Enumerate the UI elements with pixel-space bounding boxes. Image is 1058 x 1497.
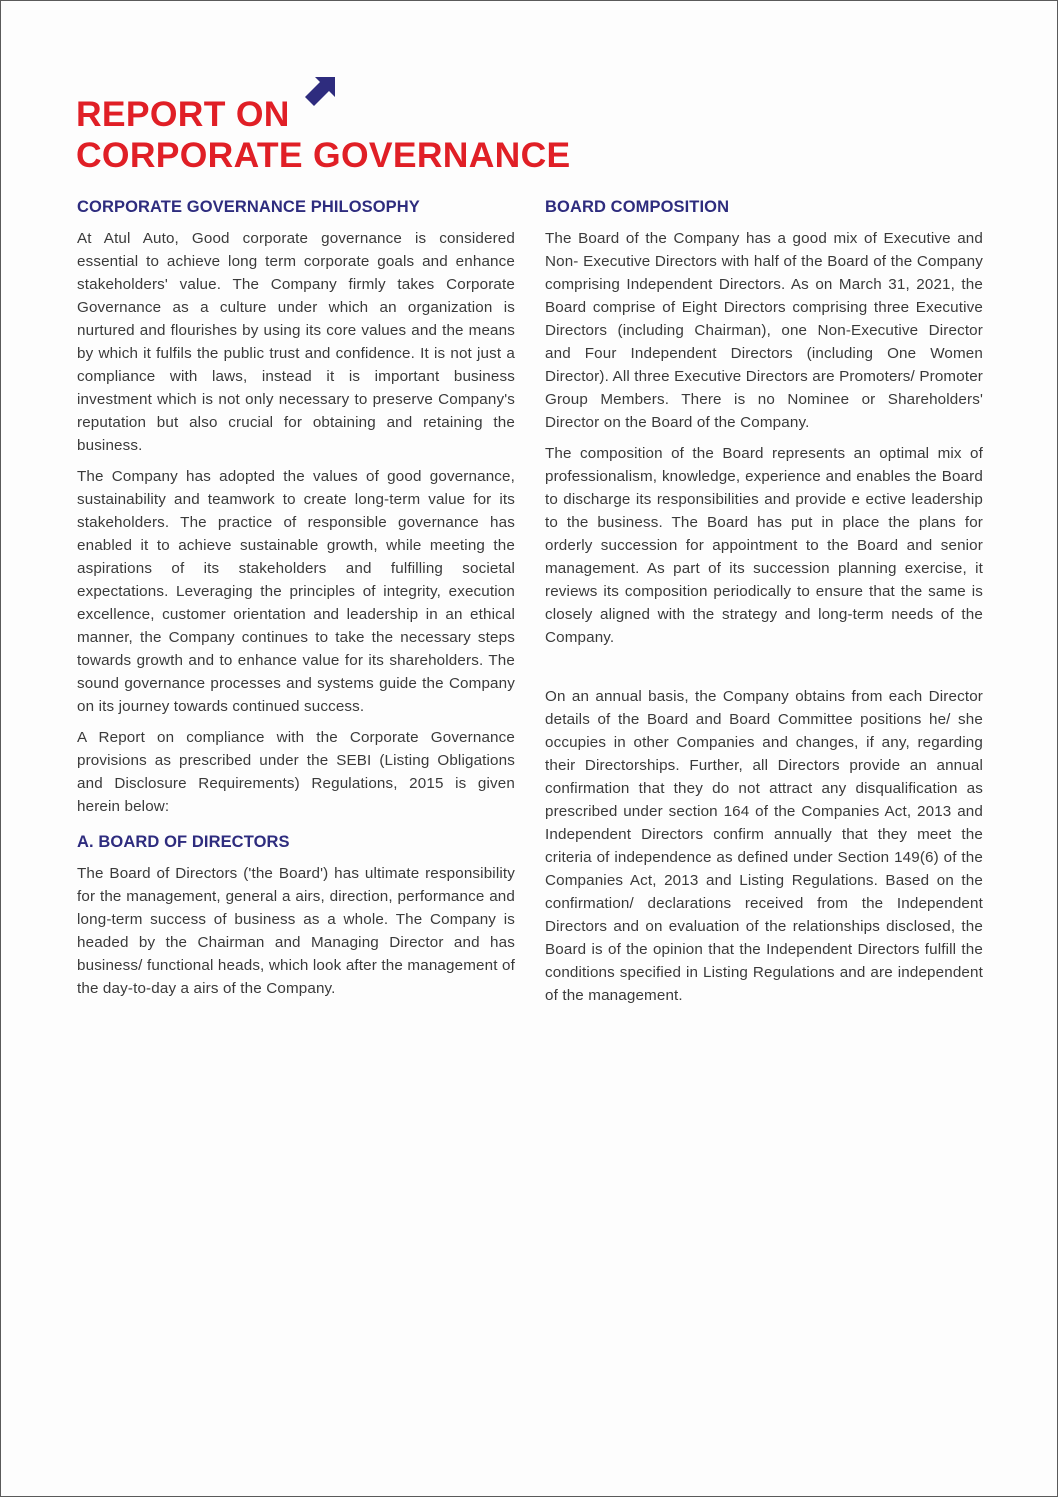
page-title-line-1: REPORT ON	[76, 94, 290, 134]
philosophy-paragraph-1: At Atul Auto, Good corporate governance is considered essential to achieve long term corporate goals and enhance stakeholders' value. The Company firmly takes Corporate Governance as a culture under which an organization is nurtured and flourishes by using its core values and the means by which it fulfils the public trust and confidence. It is not just a compliance with laws, instead it is important business investment which is not only necessary to preserve Company's reputation but also crucial for obtaining and retaining the business.	[77, 230, 515, 454]
page-title-line-2: CORPORATE GOVERNANCE	[76, 135, 571, 175]
page-title	[76, 94, 571, 176]
board-composition-paragraph-1: The Board of the Company has a good mix of Executive and Non- Executive Directors with half of the Board of the Company comprising Independent Directors. As on March 31, 2021, the Board comprise of Eight Directors comprising three Executive Directors (including Chairman), one Non-Executive Director and Four Independent Directors (including One Women Director). All three Executive Directors are Promoters/ Promoter Group Members. There is no Nominee or Shareholders' Director on the Board of the Company.	[545, 230, 983, 431]
board-composition-heading: BOARD COMPOSITION	[545, 198, 730, 216]
board-of-directors-paragraph: The Board of Directors ('the Board') has ultimate responsibility for the management, general a airs, direction, performance and long-term success of business as a whole. The Company is headed by the Chairman and Managing Director and has business/ functional heads, which look after the management of the day-to-day a airs of the Company.	[77, 865, 515, 997]
paragraph-spacer	[545, 657, 983, 685]
board-composition-paragraph-2: The composition of the Board represents an optimal mix of professionalism, knowledge, experience and enables the Board to discharge its responsibilities and provide e ective leadership to the business. The Board has put in place the plans for orderly succession for appointment to the Board and senior management. As part of its succession planning exercise, it reviews its composition periodically to ensure that the same is closely aligned with the strategy and long-term needs of the Company.	[545, 445, 983, 646]
left-column	[77, 197, 515, 1008]
right-column	[545, 197, 983, 1015]
philosophy-heading: CORPORATE GOVERNANCE PHILOSOPHY	[77, 198, 420, 216]
board-of-directors-heading: A. BOARD OF DIRECTORS	[77, 833, 290, 851]
compliance-paragraph: A Report on compliance with the Corporate Governance provisions as prescribed under the SEBI (Listing Obligations and Disclosure Requirements) Regulations, 2015 is given herein below:	[77, 729, 515, 815]
philosophy-paragraph-2: The Company has adopted the values of good governance, sustainability and teamwork to create long-term value for its stakeholders. The practice of responsible governance has enabled it to achieve sustainable growth, while meeting the aspirations of its stakeholders and fulfilling societal expectations. Leveraging the principles of integrity, execution excellence, customer orientation and leadership in an ethical manner, the Company continues to take the necessary steps towards growth and to enhance value for its shareholders. The sound governance processes and systems guide the Company on its journey towards continued success.	[77, 468, 515, 715]
board-composition-paragraph-3: On an annual basis, the Company obtains from each Director details of the Board and Board Committee positions he/ she occupies in other Companies and changes, if any, regarding their Directorships. Further, all Directors provide an annual confirmation that they do not attract any disqualification as prescribed under section 164 of the Companies Act, 2013 and Independent Directors confirm annually that they meet the criteria of independence as defined under Section 149(6) of the Companies Act, 2013 and Listing Regulations. Based on the confirmation/ declarations received from the Independent Directors and on evaluation of the relationships disclosed, the Board is of the opinion that the Independent Directors fulfill the conditions specified in Listing Regulations and are independent of the management.	[545, 688, 983, 1004]
